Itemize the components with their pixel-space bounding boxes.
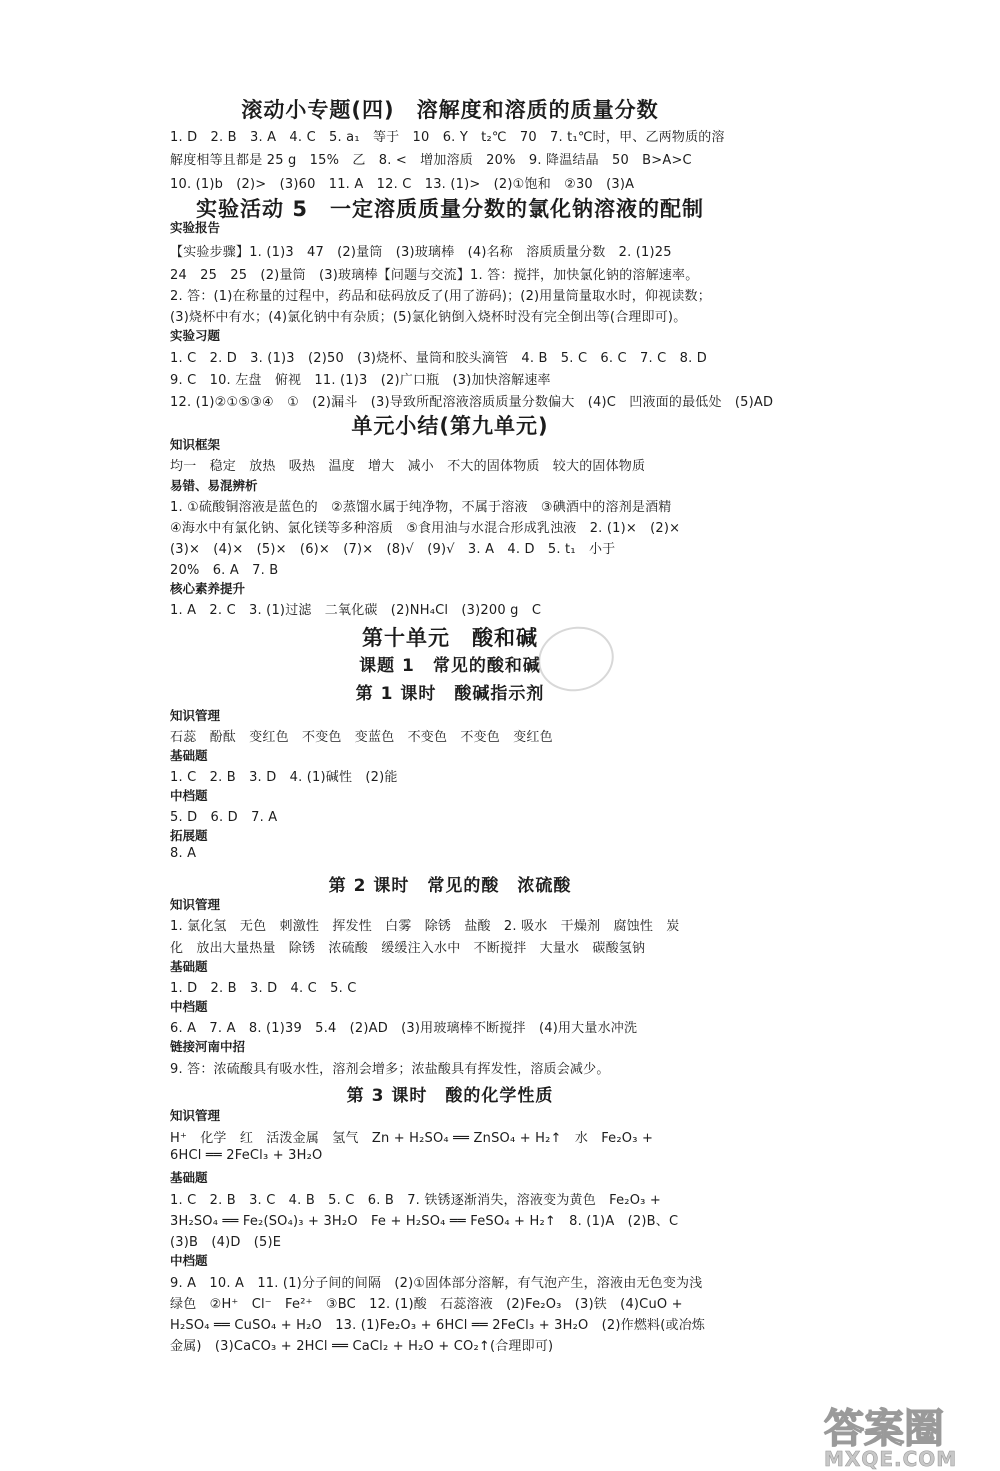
answer-line: 绿色 ②H⁺ Cl⁻ Fe²⁺ ③BC 12. (1)酸 石蕊溶液 (2)Fe₂O₃ (3)铁 (4)CuO + bbox=[170, 1297, 683, 1312]
subheader-basic: 基础题 bbox=[170, 748, 208, 763]
answer-line: 9. 答：浓硫酸具有吸水性，溶剂会增多；浓盐酸具有挥发性，溶质会减少。 bbox=[170, 1062, 610, 1077]
answer-line: 金属) (3)CaCO₃ + 2HCl ══ CaCl₂ + H₂O + CO₂↑(合理即可) bbox=[170, 1339, 554, 1354]
section-title-unit-summary: 单元小结(第九单元) bbox=[351, 414, 549, 438]
answer-line: 8. A bbox=[170, 846, 197, 861]
answer-line: 1. 氯化氢 无色 刺激性 挥发性 白雾 除锈 盐酸 2. 吸水 干燥剂 腐蚀性 炭 bbox=[170, 919, 680, 934]
answer-line: 3H₂SO₄ ══ Fe₂(SO₄)₃ + 3H₂O Fe + H₂SO₄ ══ FeSO₄ + H₂↑ 8. (1)A (2)B、C bbox=[170, 1214, 679, 1229]
answer-line: 20% 6. A 7. B bbox=[170, 563, 279, 578]
lesson-title-3: 第 3 课时 酸的化学性质 bbox=[346, 1086, 554, 1106]
subheader-medium: 中档题 bbox=[170, 999, 208, 1014]
topic-title-common-acids-bases: 课题 1 常见的酸和碱 bbox=[359, 656, 541, 676]
subheader-medium: 中档题 bbox=[170, 1253, 208, 1268]
subheader-knowledge-management: 知识管理 bbox=[170, 1108, 221, 1123]
answer-line: (3)× (4)× (5)× (6)× (7)× (8)√ (9)√ 3. A 4. D 5. t₁ 小于 bbox=[170, 542, 616, 557]
answer-line: 10. (1)b (2)> (3)60 11. A 12. C 13. (1)> (2)①饱和 ②30 (3)A bbox=[170, 177, 635, 192]
watermark-logo-text: 答案圈 bbox=[824, 1406, 944, 1452]
answer-line: 1. C 2. D 3. (1)3 (2)50 (3)烧杯、量筒和胶头滴管 4. B 5. C 6. C 7. C 8. D bbox=[170, 351, 707, 366]
subheader-experiment-exercises: 实验习题 bbox=[170, 328, 221, 343]
answer-line: (3)烧杯中有水；(4)氯化钠中有杂质；(5)氯化钠倒入烧杯时没有完全倒出等(合理即可)。 bbox=[170, 310, 687, 325]
lesson-title-2: 第 2 课时 常见的酸 浓硫酸 bbox=[328, 876, 572, 896]
watermark-logo bbox=[820, 1398, 998, 1470]
answer-line: 均一 稳定 放热 吸热 温度 增大 减小 不大的固体物质 较大的固体物质 bbox=[170, 459, 646, 474]
subheader-experiment-report: 实验报告 bbox=[170, 220, 221, 235]
answer-line: 1. D 2. B 3. D 4. C 5. C bbox=[170, 981, 357, 996]
answer-line: H⁺ 化学 红 活泼金属 氢气 Zn + H₂SO₄ ══ ZnSO₄ + H₂↑ 水 Fe₂O₃ + bbox=[170, 1131, 654, 1146]
answer-line: 解度相等且都是 25 g 15% 乙 8. < 增加溶质 20% 9. 降温结晶 50 B>A>C bbox=[170, 153, 692, 168]
subheader-knowledge-management: 知识管理 bbox=[170, 708, 221, 723]
answer-line: 12. (1)②①⑤③④ ① (2)漏斗 (3)导致所配溶液溶质质量分数偏大 (4)C 凹液面的最低处 (5)AD bbox=[170, 395, 774, 410]
answer-line: 化 放出大量热量 除锈 浓硫酸 缓缓注入水中 不断搅拌 大量水 碳酸氢钠 bbox=[170, 941, 646, 956]
answer-line: 5. D 6. D 7. A bbox=[170, 810, 278, 825]
answer-line: 24 25 25 (2)量筒 (3)玻璃棒【问题与交流】1. 答：搅拌，加快氯化钠的溶解速率。 bbox=[170, 268, 699, 283]
answer-line: ④海水中有氯化钠、氯化镁等多种溶质 ⑤食用油与水混合形成乳浊液 2. (1)× (2)× bbox=[170, 521, 681, 536]
answer-line: (3)B (4)D (5)E bbox=[170, 1235, 282, 1250]
unit-title-acids-bases: 第十单元 酸和碱 bbox=[362, 626, 538, 650]
answer-line: 2. 答：(1)在称量的过程中，药品和砝码放反了(用了游码)；(2)用量筒量取水时，仰视读数； bbox=[170, 289, 711, 304]
answer-line: 1. A 2. C 3. (1)过滤 二氧化碳 (2)NH₄Cl (3)200 g C bbox=[170, 603, 542, 618]
answer-line: 9. A 10. A 11. (1)分子间的间隔 (2)①固体部分溶解，有气泡产生，溶液由无色变为浅 bbox=[170, 1276, 703, 1291]
subheader-henan-exam: 链接河南中招 bbox=[170, 1039, 246, 1054]
answer-line: H₂SO₄ ══ CuSO₄ + H₂O 13. (1)Fe₂O₃ + 6HCl ══ 2FeCl₃ + 3H₂O (2)作燃料(或冶炼 bbox=[170, 1318, 706, 1333]
subheader-basic: 基础题 bbox=[170, 959, 208, 974]
answer-line: 9. C 10. 左盘 俯视 11. (1)3 (2)广口瓶 (3)加快溶解速率 bbox=[170, 373, 551, 388]
subheader-extension: 拓展题 bbox=[170, 828, 208, 843]
section-title-scroll-topic: 滚动小专题(四) 溶解度和溶质的质量分数 bbox=[241, 98, 659, 122]
answer-line: 1. D 2. B 3. A 4. C 5. a₁ 等于 10 6. Y t₂℃ 70 7. t₁℃时，甲、乙两物质的溶 bbox=[170, 130, 725, 145]
answer-line: 6. A 7. A 8. (1)39 5.4 (2)AD (3)用玻璃棒不断搅拌 (4)用大量水冲洗 bbox=[170, 1021, 638, 1036]
answer-line: 6HCl ══ 2FeCl₃ + 3H₂O bbox=[170, 1148, 323, 1163]
subheader-core-literacy: 核心素养提升 bbox=[170, 581, 246, 596]
answer-line: 石蕊 酚酞 变红色 不变色 变蓝色 不变色 不变色 变红色 bbox=[170, 730, 553, 745]
subheader-error-prone: 易错、易混辨析 bbox=[170, 478, 258, 493]
subheader-knowledge-management: 知识管理 bbox=[170, 897, 221, 912]
subheader-knowledge-framework: 知识框架 bbox=[170, 437, 221, 452]
subheader-medium: 中档题 bbox=[170, 788, 208, 803]
watermark-url: MXQE.COM bbox=[824, 1447, 958, 1470]
answer-line: 1. C 2. B 3. C 4. B 5. C 6. B 7. 铁锈逐渐消失，溶液变为黄色 Fe₂O₃ + bbox=[170, 1193, 661, 1208]
answer-line: 【实验步骤】1. (1)3 47 (2)量筒 (3)玻璃棒 (4)名称 溶质质量分数 2. (1)25 bbox=[170, 245, 672, 260]
answer-line: 1. C 2. B 3. D 4. (1)碱性 (2)能 bbox=[170, 770, 398, 785]
subheader-basic: 基础题 bbox=[170, 1170, 208, 1185]
section-title-experiment-5: 实验活动 5 一定溶质质量分数的氯化钠溶液的配制 bbox=[196, 197, 704, 221]
answer-line: 1. ①硫酸铜溶液是蓝色的 ②蒸馏水属于纯净物，不属于溶液 ③碘酒中的溶剂是酒精 bbox=[170, 500, 672, 515]
lesson-title-1: 第 1 课时 酸碱指示剂 bbox=[355, 684, 545, 704]
